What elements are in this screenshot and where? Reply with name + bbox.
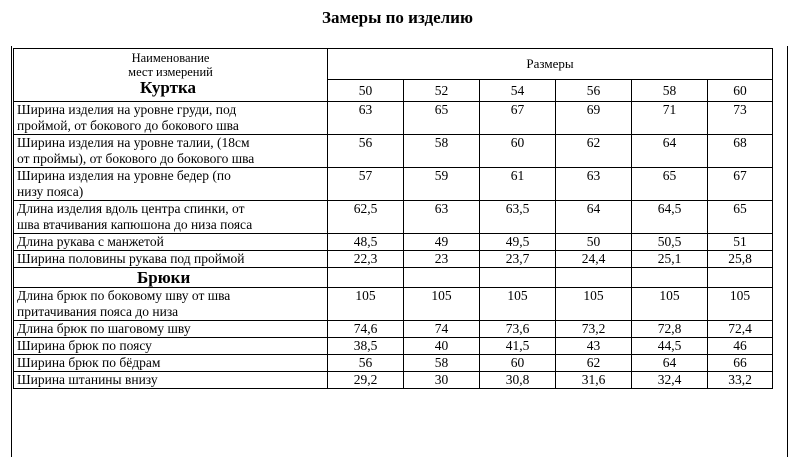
page-title: Замеры по изделию	[322, 8, 473, 27]
value-cell: 105	[708, 288, 773, 321]
section-title: Куртка	[140, 78, 197, 97]
value-cell: 40	[404, 338, 480, 355]
measurement-name	[14, 251, 328, 268]
value-cell: 64	[632, 135, 708, 168]
measurement-name-line: Ширина изделия на уровне груди, под	[17, 102, 237, 117]
value-cell: 44,5	[632, 338, 708, 355]
value-cell: 105	[328, 288, 404, 321]
value-cell: 105	[556, 288, 632, 321]
value-cell: 74	[404, 321, 480, 338]
measurement-name-line: Длина рукава с манжетой	[17, 234, 164, 249]
page-border-right	[787, 46, 788, 457]
value-cell: 25,8	[708, 251, 773, 268]
value-cell: 66	[708, 355, 773, 372]
table-row	[14, 288, 773, 321]
value-cell: 50	[556, 234, 632, 251]
value-cell: 105	[632, 288, 708, 321]
empty-cell	[404, 268, 480, 288]
measurement-name-line: низу пояса)	[17, 184, 84, 199]
value-cell: 22,3	[328, 251, 404, 268]
measurement-name	[14, 321, 328, 338]
value-cell: 49,5	[480, 234, 556, 251]
value-cell: 30	[404, 372, 480, 389]
value-cell: 68	[708, 135, 773, 168]
value-cell: 61	[480, 168, 556, 201]
table-row	[14, 201, 773, 234]
value-cell: 60	[480, 355, 556, 372]
value-cell: 105	[480, 288, 556, 321]
value-cell: 50,5	[632, 234, 708, 251]
header-name-label-2: мест измерений	[128, 65, 213, 79]
measurement-name-line: Ширина брюк по поясу	[17, 338, 152, 353]
value-cell: 38,5	[328, 338, 404, 355]
measurement-name-line: от проймы), от бокового до бокового шва	[17, 151, 255, 166]
measurement-name-line: Длина брюк по боковому шву от шва	[17, 288, 231, 303]
value-cell: 65	[708, 201, 773, 234]
value-cell: 60	[480, 135, 556, 168]
measurement-name-line: Ширина штанины внизу	[17, 372, 158, 387]
empty-cell	[328, 268, 404, 288]
value-cell: 62	[556, 135, 632, 168]
value-cell: 23	[404, 251, 480, 268]
table-row	[14, 135, 773, 168]
measurement-name	[14, 168, 328, 201]
table-row	[14, 251, 773, 268]
value-cell: 58	[404, 355, 480, 372]
value-cell: 72,8	[632, 321, 708, 338]
value-cell: 43	[556, 338, 632, 355]
value-cell: 105	[404, 288, 480, 321]
value-cell: 63,5	[480, 201, 556, 234]
measurement-name	[14, 102, 328, 135]
measurement-name-line: шва втачивания капюшона до низа пояса	[17, 217, 253, 232]
value-cell: 24,4	[556, 251, 632, 268]
measurement-name	[14, 135, 328, 168]
measurement-name-line: Длина брюк по шаговому шву	[17, 321, 191, 336]
header-row	[14, 49, 773, 80]
page-border-left	[11, 46, 12, 457]
value-cell: 62,5	[328, 201, 404, 234]
value-cell: 23,7	[480, 251, 556, 268]
value-cell: 25,1	[632, 251, 708, 268]
value-cell: 72,4	[708, 321, 773, 338]
empty-cell	[632, 268, 708, 288]
value-cell: 64	[632, 355, 708, 372]
measurement-name-line: Ширина изделия на уровне талии, (18см	[17, 135, 250, 150]
measurement-name-line: притачивания пояса до низа	[17, 304, 179, 319]
value-cell: 49	[404, 234, 480, 251]
size-cell: 50	[328, 80, 404, 102]
section-title: Брюки	[14, 268, 328, 288]
size-cell: 54	[480, 80, 556, 102]
measurement-name	[14, 288, 328, 321]
value-cell: 32,4	[632, 372, 708, 389]
measurement-name	[14, 201, 328, 234]
value-cell: 57	[328, 168, 404, 201]
table-row	[14, 234, 773, 251]
value-cell: 46	[708, 338, 773, 355]
value-cell: 63	[404, 201, 480, 234]
size-cell: 56	[556, 80, 632, 102]
measurement-name	[14, 234, 328, 251]
measurement-name	[14, 338, 328, 355]
value-cell: 62	[556, 355, 632, 372]
value-cell: 30,8	[480, 372, 556, 389]
value-cell: 65	[632, 168, 708, 201]
table-row	[14, 168, 773, 201]
size-cell: 58	[632, 80, 708, 102]
size-cell: 60	[708, 80, 773, 102]
measurement-name-line: Ширина брюк по бёдрам	[17, 355, 161, 370]
table-row	[14, 102, 773, 135]
value-cell: 31,6	[556, 372, 632, 389]
value-cell: 73,2	[556, 321, 632, 338]
sizes-header: Размеры	[328, 49, 773, 80]
value-cell: 63	[328, 102, 404, 135]
measurement-name	[14, 355, 328, 372]
measurement-name-line: Длина изделия вдоль центра спинки, от	[17, 201, 245, 216]
empty-cell	[556, 268, 632, 288]
measurement-name-line: проймой, от бокового до бокового шва	[17, 118, 239, 133]
table-row	[14, 321, 773, 338]
empty-cell	[480, 268, 556, 288]
value-cell: 74,6	[328, 321, 404, 338]
value-cell: 64	[556, 201, 632, 234]
value-cell: 56	[328, 355, 404, 372]
value-cell: 64,5	[632, 201, 708, 234]
section-header-row	[14, 268, 773, 288]
value-cell: 65	[404, 102, 480, 135]
measurement-name	[14, 372, 328, 389]
header-name-label: Наименование	[131, 51, 210, 65]
table-row	[14, 338, 773, 355]
value-cell: 41,5	[480, 338, 556, 355]
value-cell: 58	[404, 135, 480, 168]
value-cell: 63	[556, 168, 632, 201]
value-cell: 67	[708, 168, 773, 201]
value-cell: 69	[556, 102, 632, 135]
value-cell: 67	[480, 102, 556, 135]
value-cell: 29,2	[328, 372, 404, 389]
value-cell: 73	[708, 102, 773, 135]
table-row	[14, 372, 773, 389]
value-cell: 56	[328, 135, 404, 168]
header-name-cell	[14, 49, 328, 102]
value-cell: 73,6	[480, 321, 556, 338]
empty-cell	[708, 268, 773, 288]
value-cell: 59	[404, 168, 480, 201]
measurements-table	[13, 48, 773, 389]
value-cell: 51	[708, 234, 773, 251]
value-cell: 71	[632, 102, 708, 135]
value-cell: 48,5	[328, 234, 404, 251]
table-row	[14, 355, 773, 372]
size-cell: 52	[404, 80, 480, 102]
measurement-name-line: Ширина половины рукава под проймой	[17, 251, 245, 266]
measurement-name-line: Ширина изделия на уровне бедер (по	[17, 168, 231, 183]
value-cell: 33,2	[708, 372, 773, 389]
